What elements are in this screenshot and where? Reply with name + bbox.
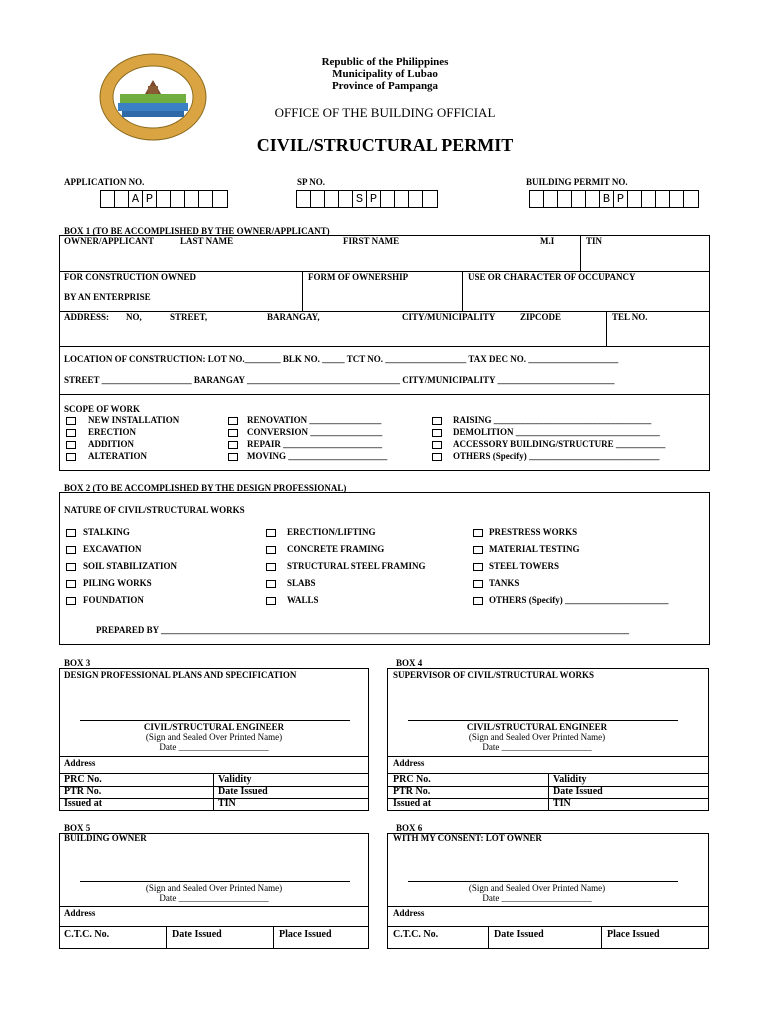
scope-of-work-label: DEMOLITION ________________________________ [453, 427, 660, 437]
box4-date[interactable]: Date ____________________ [482, 742, 592, 752]
box4-issued-at-label: Issued at [393, 798, 432, 809]
scope-of-work-checkbox[interactable] [228, 441, 238, 449]
box3-title: DESIGN PROFESSIONAL PLANS AND SPECIFICATION [64, 670, 297, 680]
sp-no-cell[interactable]: P [367, 191, 381, 207]
sp-no-label: SP NO. [297, 177, 326, 187]
scope-of-work-label: RENOVATION ________________ [247, 415, 382, 425]
application-no-cell[interactable]: A [129, 191, 143, 207]
nature-of-works-checkbox[interactable] [66, 597, 76, 605]
sp-no-cell[interactable]: S [353, 191, 367, 207]
application-no-cell[interactable] [213, 191, 227, 207]
box3-date[interactable]: Date ____________________ [159, 742, 269, 752]
prepared-by-line[interactable]: PREPARED BY ________________________________________________________________________________________________________ [96, 625, 629, 635]
nature-of-works-label: NATURE OF CIVIL/STRUCTURAL WORKS [64, 505, 245, 515]
use-or-character-label: USE OR CHARACTER OF OCCUPANCY [468, 272, 636, 282]
box6-date[interactable]: Date ____________________ [482, 893, 592, 903]
box5-title: BUILDING OWNER [64, 833, 147, 843]
box4-tin-label: TIN [553, 798, 571, 809]
sp-no-cell[interactable] [325, 191, 339, 207]
nature-of-works-label: PRESTRESS WORKS [489, 527, 578, 537]
sp-no-cell[interactable] [423, 191, 437, 207]
box4-address-label: Address [393, 758, 425, 768]
scope-of-work-checkbox[interactable] [228, 429, 238, 437]
mi-label: M.I [540, 236, 555, 246]
nature-of-works-checkbox[interactable] [473, 580, 483, 588]
box3-issued-at-label: Issued at [64, 798, 103, 809]
nature-of-works-label: FOUNDATION [83, 595, 144, 605]
box5-label: BOX 5 [64, 823, 91, 833]
application-no-cell[interactable] [199, 191, 213, 207]
nature-of-works-checkbox[interactable] [66, 563, 76, 571]
scope-of-work-checkbox[interactable] [228, 417, 238, 425]
box4-role: CIVIL/STRUCTURAL ENGINEER [466, 722, 608, 732]
last-name-label: LAST NAME [180, 236, 234, 246]
box3-label: BOX 3 [64, 658, 91, 668]
box3-tin-label: TIN [218, 798, 236, 809]
box3-address-label: Address [64, 758, 96, 768]
building-permit-no-label: BUILDING PERMIT NO. [526, 177, 628, 187]
nature-of-works-label: ERECTION/LIFTING [287, 527, 376, 537]
tel-no-label: TEL NO. [612, 312, 648, 322]
box6-date-issued-label: Date Issued [494, 929, 544, 940]
application-no-cell[interactable] [171, 191, 185, 207]
box4-signature-line[interactable] [408, 720, 678, 721]
box3-ptr-label: PTR No. [64, 786, 102, 797]
sp-no-cells[interactable] [296, 190, 438, 208]
nature-of-works-checkbox[interactable] [266, 529, 276, 537]
box6-signature-line[interactable] [408, 881, 678, 882]
building-permit-no-cell[interactable] [572, 191, 586, 207]
nature-of-works-label: STEEL TOWERS [489, 561, 559, 571]
box4-validity-label: Validity [553, 774, 587, 785]
page-title: CIVIL/STRUCTURAL PERMIT [256, 135, 514, 155]
nature-of-works-checkbox[interactable] [266, 563, 276, 571]
nature-of-works-checkbox[interactable] [266, 597, 276, 605]
nature-of-works-label: EXCAVATION [83, 544, 142, 554]
nature-of-works-checkbox[interactable] [473, 546, 483, 554]
box4-title: SUPERVISOR OF CIVIL/STRUCTURAL WORKS [393, 670, 594, 680]
address-label: ADDRESS: [64, 312, 110, 322]
nature-of-works-checkbox[interactable] [66, 580, 76, 588]
scope-of-work-label: MOVING ______________________ [247, 451, 388, 461]
box6-place-issued-label: Place Issued [607, 929, 660, 940]
nature-of-works-checkbox[interactable] [473, 529, 483, 537]
box4-sign-note: (Sign and Sealed Over Printed Name) [468, 732, 606, 742]
for-construction-owned-label: FOR CONSTRUCTION OWNED [64, 272, 197, 282]
building-permit-no-cell[interactable] [544, 191, 558, 207]
box2-title: BOX 2 (TO BE ACCOMPLISHED BY THE DESIGN PROFESSIONAL) [64, 483, 347, 493]
box3-signature-line[interactable] [80, 720, 350, 721]
application-no-label: APPLICATION NO. [64, 177, 145, 187]
box6-title: WITH MY CONSENT: LOT OWNER [393, 833, 542, 843]
scope-of-work-label: RAISING ___________________________________ [453, 415, 652, 425]
scope-of-work-label: ALTERATION [88, 451, 148, 461]
box4-prc-label: PRC No. [393, 774, 431, 785]
scope-of-work-checkbox[interactable] [66, 453, 76, 461]
building-permit-no-cell[interactable] [670, 191, 684, 207]
box3-sign-note: (Sign and Sealed Over Printed Name) [145, 732, 283, 742]
scope-of-work-checkbox[interactable] [432, 429, 442, 437]
sp-no-cell[interactable] [311, 191, 325, 207]
building-permit-no-cell[interactable]: B [600, 191, 614, 207]
application-no-cell[interactable] [185, 191, 199, 207]
address-street-label: STREET, [170, 312, 208, 322]
sp-no-cell[interactable] [409, 191, 423, 207]
scope-of-work-label: ERECTION [88, 427, 137, 437]
building-permit-no-cell[interactable] [642, 191, 656, 207]
box5-address-label: Address [64, 908, 96, 918]
scope-of-work-label: OTHERS (Specify) _____________________________ [453, 451, 660, 461]
municipal-seal [98, 52, 208, 142]
nature-of-works-label: SOIL STABILIZATION [83, 561, 177, 571]
scope-of-work-label: ACCESSORY BUILDING/STRUCTURE ___________ [453, 439, 666, 449]
scope-of-work-checkbox[interactable] [66, 441, 76, 449]
nature-of-works-label: CONCRETE FRAMING [287, 544, 385, 554]
box5-sign-note: (Sign and Sealed Over Printed Name) [145, 883, 283, 893]
building-permit-no-cells[interactable] [529, 190, 699, 208]
scope-of-work-checkbox[interactable] [432, 441, 442, 449]
location-street-line[interactable]: STREET ____________________ BARANGAY __________________________________ CITY/MUNICIPALITY __________________________ [64, 375, 615, 385]
scope-of-work-label: CONVERSION ________________ [247, 427, 383, 437]
scope-of-work-label: NEW INSTALLATION [88, 415, 180, 425]
nature-of-works-label: STALKING [83, 527, 130, 537]
scope-of-work-checkbox[interactable] [66, 417, 76, 425]
building-permit-no-cell[interactable]: P [614, 191, 628, 207]
office-name: OFFICE OF THE BUILDING OFFICIAL [274, 105, 496, 120]
application-no-cell[interactable] [157, 191, 171, 207]
box4-date-issued-label: Date Issued [553, 786, 603, 797]
nature-of-works-label: STRUCTURAL STEEL FRAMING [287, 561, 426, 571]
box5-date[interactable]: Date ____________________ [159, 893, 269, 903]
box6-label: BOX 6 [396, 823, 423, 833]
form-of-ownership-label: FORM OF OWNERSHIP [308, 272, 409, 282]
box3-date-issued-label: Date Issued [218, 786, 268, 797]
nature-of-works-checkbox[interactable] [66, 529, 76, 537]
building-permit-no-cell[interactable] [530, 191, 544, 207]
address-zipcode-label: ZIPCODE [520, 312, 562, 322]
by-an-enterprise-label: BY AN ENTERPRISE [64, 292, 151, 302]
box5-signature-line[interactable] [80, 881, 350, 882]
nature-of-works-label: MATERIAL TESTING [489, 544, 580, 554]
box5-place-issued-label: Place Issued [279, 929, 332, 940]
scope-of-work-checkbox[interactable] [432, 417, 442, 425]
application-no-cells[interactable] [100, 190, 228, 208]
box3-validity-label: Validity [218, 774, 252, 785]
box5-ctc-label: C.T.C. No. [64, 929, 110, 940]
scope-of-work-checkbox[interactable] [66, 429, 76, 437]
sp-no-cell[interactable] [395, 191, 409, 207]
tin-label: TIN [586, 236, 603, 246]
header-republic: Republic of the Philippines [321, 56, 449, 68]
building-permit-no-cell[interactable] [684, 191, 698, 207]
scope-of-work-checkbox[interactable] [432, 453, 442, 461]
building-permit-no-cell[interactable] [586, 191, 600, 207]
box5-date-issued-label: Date Issued [172, 929, 222, 940]
application-no-cell[interactable]: P [143, 191, 157, 207]
owner-applicant-label: OWNER/APPLICANT [64, 236, 155, 246]
nature-of-works-label: PILING WORKS [83, 578, 152, 588]
box6-address-label: Address [393, 908, 425, 918]
address-no-label: NO, [126, 312, 142, 322]
application-no-cell[interactable] [115, 191, 129, 207]
box4-label: BOX 4 [396, 658, 423, 668]
box3-role: CIVIL/STRUCTURAL ENGINEER [143, 722, 285, 732]
nature-of-works-checkbox[interactable] [473, 563, 483, 571]
sp-no-cell[interactable] [297, 191, 311, 207]
box6-sign-note: (Sign and Sealed Over Printed Name) [468, 883, 606, 893]
first-name-label: FIRST NAME [343, 236, 400, 246]
scope-of-work-label: ADDITION [88, 439, 135, 449]
scope-of-work-label: REPAIR ______________________ [247, 439, 383, 449]
nature-of-works-label: TANKS [489, 578, 520, 588]
location-of-construction[interactable]: LOCATION OF CONSTRUCTION: LOT NO.________ BLK NO. _____ TCT NO. __________________ TAX DEC NO. ____________________ [64, 354, 619, 364]
nature-of-works-checkbox[interactable] [473, 597, 483, 605]
sp-no-cell[interactable] [339, 191, 353, 207]
building-permit-no-cell[interactable] [628, 191, 642, 207]
box1-title: BOX 1 (TO BE ACCOMPLISHED BY THE OWNER/APPLICANT) [64, 226, 330, 236]
box6-ctc-label: C.T.C. No. [393, 929, 439, 940]
application-no-cell[interactable] [101, 191, 115, 207]
sp-no-cell[interactable] [381, 191, 395, 207]
header-province: Province of Pampanga [331, 80, 439, 92]
address-city-label: CITY/MUNICIPALITY [402, 312, 496, 322]
nature-of-works-checkbox[interactable] [66, 546, 76, 554]
building-permit-no-cell[interactable] [656, 191, 670, 207]
nature-of-works-label: SLABS [287, 578, 316, 588]
nature-of-works-checkbox[interactable] [266, 546, 276, 554]
nature-of-works-checkbox[interactable] [266, 580, 276, 588]
address-barangay-label: BARANGAY, [267, 312, 320, 322]
building-permit-no-cell[interactable] [558, 191, 572, 207]
box3-prc-label: PRC No. [64, 774, 102, 785]
box4-ptr-label: PTR No. [393, 786, 431, 797]
scope-of-work-checkbox[interactable] [228, 453, 238, 461]
scope-of-work-label: SCOPE OF WORK [64, 404, 141, 414]
header-municipality: Municipality of Lubao [332, 68, 438, 80]
nature-of-works-label: WALLS [287, 595, 319, 605]
nature-of-works-label: OTHERS (Specify) _______________________ [489, 595, 669, 605]
